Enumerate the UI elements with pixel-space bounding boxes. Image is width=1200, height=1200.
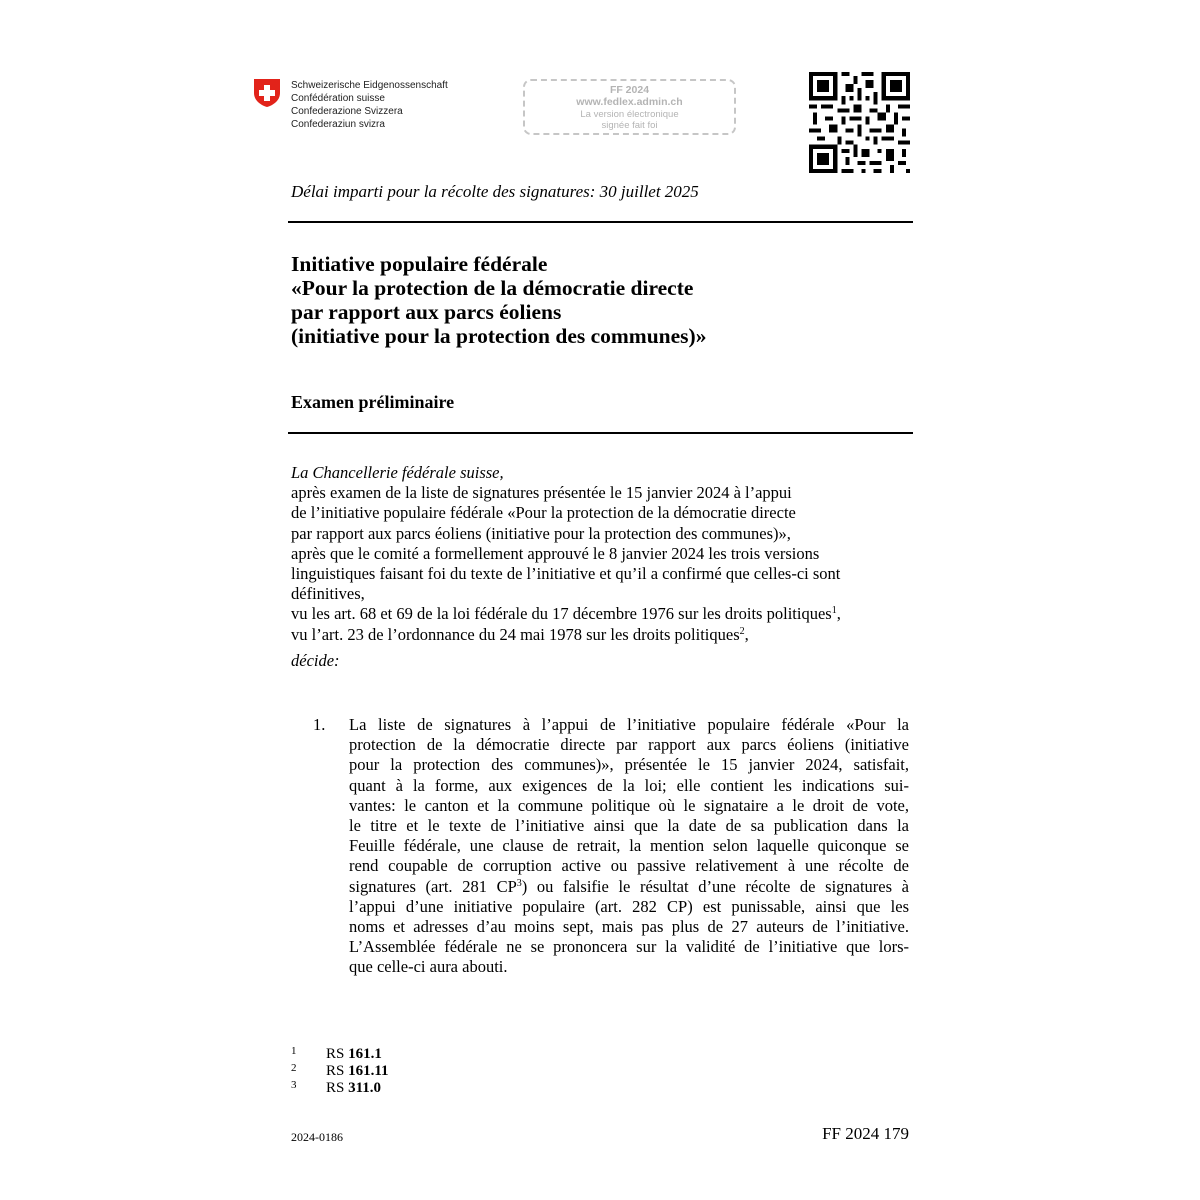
item-line: noms et adresses d’au moins sept, mais pas plus de 27 auteurs de l’initiative. (349, 917, 909, 937)
item-line: vantes: le canton et la commune politique où le signataire a le droit de vote, (349, 795, 909, 815)
art68-punct: , (836, 604, 841, 624)
cp-text-a: signatures (art. 281 CP (349, 876, 517, 896)
title-line: (initiative pour la protection des communes)» (291, 324, 707, 348)
federation-name-fr: Confédération suisse (291, 93, 385, 104)
footnote-prefix: RS (326, 1063, 345, 1079)
swiss-coat-of-arms-icon (253, 78, 281, 108)
footnote-prefix: RS (326, 1046, 345, 1062)
item-line-last: que celle-ci aura abouti. (349, 957, 508, 977)
preamble-line: après examen de la liste de signatures présentée le 15 janvier 2024 à l’appui (291, 483, 792, 503)
item-line-cp (349, 877, 909, 897)
footnote-marker-3[interactable]: 3 (516, 877, 522, 889)
signature-deadline: Délai imparti pour la récolte des signatures: 30 juillet 2025 (291, 182, 699, 201)
preamble (291, 463, 841, 645)
preamble-line: définitives, (291, 584, 365, 604)
document-id: 2024-0186 (291, 1130, 343, 1144)
preamble-line: linguistiques faisant foi du texte de l’initiative et qu’il a confirmé que celles-ci sont (291, 564, 841, 584)
federation-name-it: Confederazione Svizzera (291, 106, 403, 117)
footnote-rs-number: 161.11 (348, 1063, 389, 1079)
authority-line: La Chancellerie fédérale suisse, (291, 463, 504, 482)
footnote-number: 1 (291, 1045, 297, 1057)
footnote-reference[interactable] (326, 1046, 382, 1063)
section-heading: Examen préliminaire (291, 392, 455, 412)
stamp-url: www.fedlex.admin.ch (576, 96, 683, 108)
footnote-marker-1[interactable]: 1 (831, 605, 837, 617)
footnote-number: 3 (291, 1079, 297, 1091)
footnote-prefix: RS (326, 1080, 345, 1096)
title-line: Initiative populaire fédérale (291, 252, 548, 276)
art23-text: vu l’art. 23 de l’ordonnance du 24 mai 1978 sur les droits politiques (291, 624, 740, 644)
federation-names (291, 79, 448, 131)
art68-text: vu les art. 68 et 69 de la loi fédérale du 17 décembre 1976 sur les droits politiques (291, 604, 832, 624)
electronic-signature-stamp (523, 79, 736, 135)
item-line: l’appui d’une initiative populaire (art. 282 CP) est punissable, ainsi que les (349, 896, 909, 916)
document-title (291, 252, 706, 348)
cp-text-b: ) ou falsifie le résultat d’une récolte de signatures à (521, 876, 910, 896)
item-line: le titre et le texte de l’initiative ainsi que la date de sa publication dans la (349, 816, 909, 836)
stamp-note-1: La version électronique (580, 109, 679, 120)
item-line: protection de la démocratie directe par rapport aux parcs éoliens (initiative (349, 735, 909, 755)
item-line: Feuille fédérale, une clause de retrait, la mention selon laquelle quiconque se (349, 836, 909, 856)
footnote-reference[interactable] (326, 1080, 381, 1097)
footnote-marker-2[interactable]: 2 (739, 625, 745, 637)
divider-top (288, 221, 913, 223)
item-line: La liste de signatures à l’appui de l’initiative populaire fédérale «Pour la (349, 715, 909, 734)
footnote-rs-number: 161.1 (348, 1046, 382, 1062)
title-line: par rapport aux parcs éoliens (291, 300, 562, 324)
stamp-ff: FF 2024 (609, 84, 650, 96)
item-line: pour la protection des communes)», présentée le 15 janvier 2024, satisfait, (349, 755, 909, 775)
decision-item (349, 715, 909, 978)
art23-punct: , (744, 624, 749, 644)
preamble-line: par rapport aux parcs éoliens (initiative pour la protection des communes)», (291, 523, 791, 543)
divider-bottom (288, 432, 913, 434)
footnote-rs-number: 311.0 (348, 1080, 382, 1096)
preamble-line-art23 (291, 625, 841, 645)
footnote-reference[interactable] (326, 1063, 389, 1080)
item-line: rend coupable de corruption active ou passive relativement à une récolte de (349, 856, 909, 876)
title-line: «Pour la protection de la démocratie directe (291, 276, 694, 300)
preamble-line-art68 (291, 604, 841, 624)
footnote-number: 2 (291, 1062, 297, 1074)
stamp-note-2: signée fait foi (601, 120, 658, 131)
federal-gazette-reference: FF 2024 179 (822, 1124, 909, 1143)
item-line: L’Assemblée fédérale ne se prononcera sur la validité de l’initiative que lors- (349, 937, 909, 957)
preamble-line: de l’initiative populaire fédérale «Pour la protection de la démocratie directe (291, 503, 796, 523)
decision-word: décide: (291, 651, 340, 670)
item-number: 1. (313, 715, 326, 734)
preamble-line: après que le comité a formellement approuvé le 8 janvier 2024 les trois versions (291, 543, 820, 563)
item-line: quant à la forme, aux exigences de la loi; elle contient les indications sui- (349, 775, 909, 795)
federation-name-rm: Confederaziun svizra (291, 119, 385, 130)
federation-name-de: Schweizerische Eidgenossenschaft (291, 80, 448, 91)
qr-code-icon (809, 72, 910, 173)
